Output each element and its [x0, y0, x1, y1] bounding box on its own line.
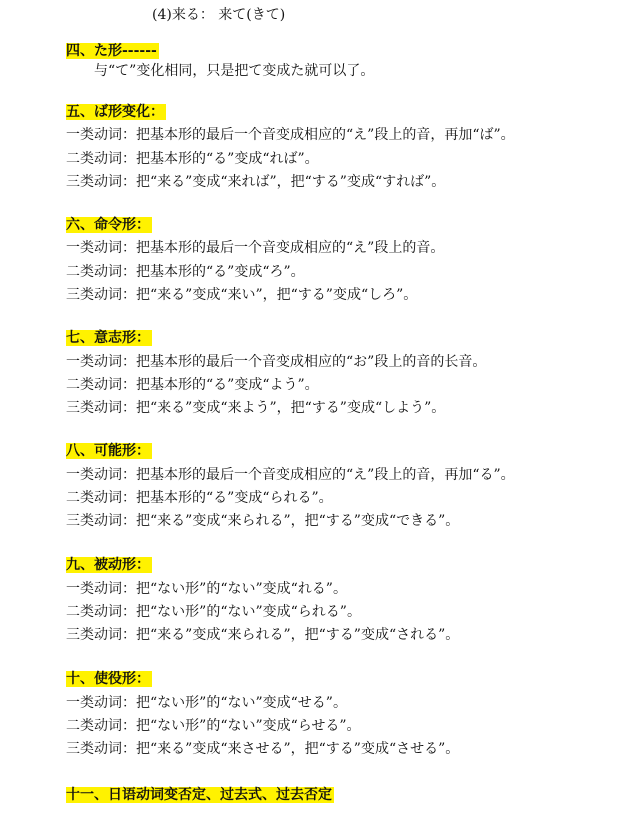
- heading-highlight: 五、ば形变化：: [66, 104, 164, 120]
- section-line: 二类动词：把基本形的“る”变成“られる”。: [66, 490, 333, 506]
- heading-highlight: 十一、日语动词变否定、过去式、过去否定: [66, 787, 332, 803]
- heading-highlight: 九、被动形：: [66, 557, 150, 573]
- heading-highlight: 六、命令形：: [66, 217, 150, 233]
- section-line: 二类动词：把基本形的“る”变成“ろ”。: [66, 264, 305, 280]
- section-line: 三类动词：把“来る”变成“来れば”，把“する”变成“すれば”。: [66, 174, 446, 190]
- section-line: 三类动词：把“来る”变成“来られる”，把“する”变成“される”。: [66, 627, 460, 643]
- section-heading-passive-form: [66, 556, 152, 574]
- section-line: 与“て”变化相同，只是把て变成た就可以了。: [94, 63, 375, 79]
- section-heading-imperative-form: [66, 216, 152, 234]
- heading-highlight: 七、意志形：: [66, 330, 150, 346]
- heading-highlight: 八、可能形：: [66, 443, 150, 459]
- section-line: 二类动词：把基本形的“る”变成“れば”。: [66, 151, 319, 167]
- section-heading-causative-form: [66, 670, 152, 688]
- section-heading-volitional-form: [66, 329, 152, 347]
- section-line: 三类动词：把“来る”变成“来よう”，把“する”变成“しよう”。: [66, 400, 446, 416]
- section-heading-ba-form: [66, 103, 166, 121]
- section-heading-potential-form: [66, 442, 152, 460]
- section-line: 一类动词：把基本形的最后一个音变成相应的“え”段上的音。: [66, 240, 445, 256]
- intro-line: (4)来る： 来て(きて): [152, 7, 286, 23]
- section-line: 二类动词：把“ない形”的“ない”变成“らせる”。: [66, 718, 361, 734]
- section-line: 二类动词：把基本形的“る”变成“よう”。: [66, 377, 319, 393]
- section-line: 三类动词：把“来る”变成“来させる”，把“する”变成“させる”。: [66, 741, 460, 757]
- section-line: 一类动词：把基本形的最后一个音变成相应的“え”段上的音，再加“る”。: [66, 467, 515, 483]
- section-line: 一类动词：把“ない形”的“ない”变成“れる”。: [66, 581, 347, 597]
- section-heading-ta-form: [66, 42, 159, 60]
- section-line: 三类动词：把“来る”变成“来い”，把“する”变成“しろ”。: [66, 287, 418, 303]
- heading-highlight: 十、使役形：: [66, 671, 150, 687]
- section-line: 一类动词：把基本形的最后一个音变成相应的“お”段上的音的长音。: [66, 354, 487, 370]
- heading-highlight: 四、た形------: [66, 43, 157, 59]
- section-line: 一类动词：把基本形的最后一个音变成相应的“え”段上的音，再加“ば”。: [66, 127, 515, 143]
- section-heading-negative-past: [66, 786, 334, 804]
- section-line: 一类动词：把“ない形”的“ない”变成“せる”。: [66, 695, 347, 711]
- section-line: 三类动词：把“来る”变成“来られる”，把“する”变成“できる”。: [66, 513, 460, 529]
- section-line: 二类动词：把“ない形”的“ない”变成“られる”。: [66, 604, 361, 620]
